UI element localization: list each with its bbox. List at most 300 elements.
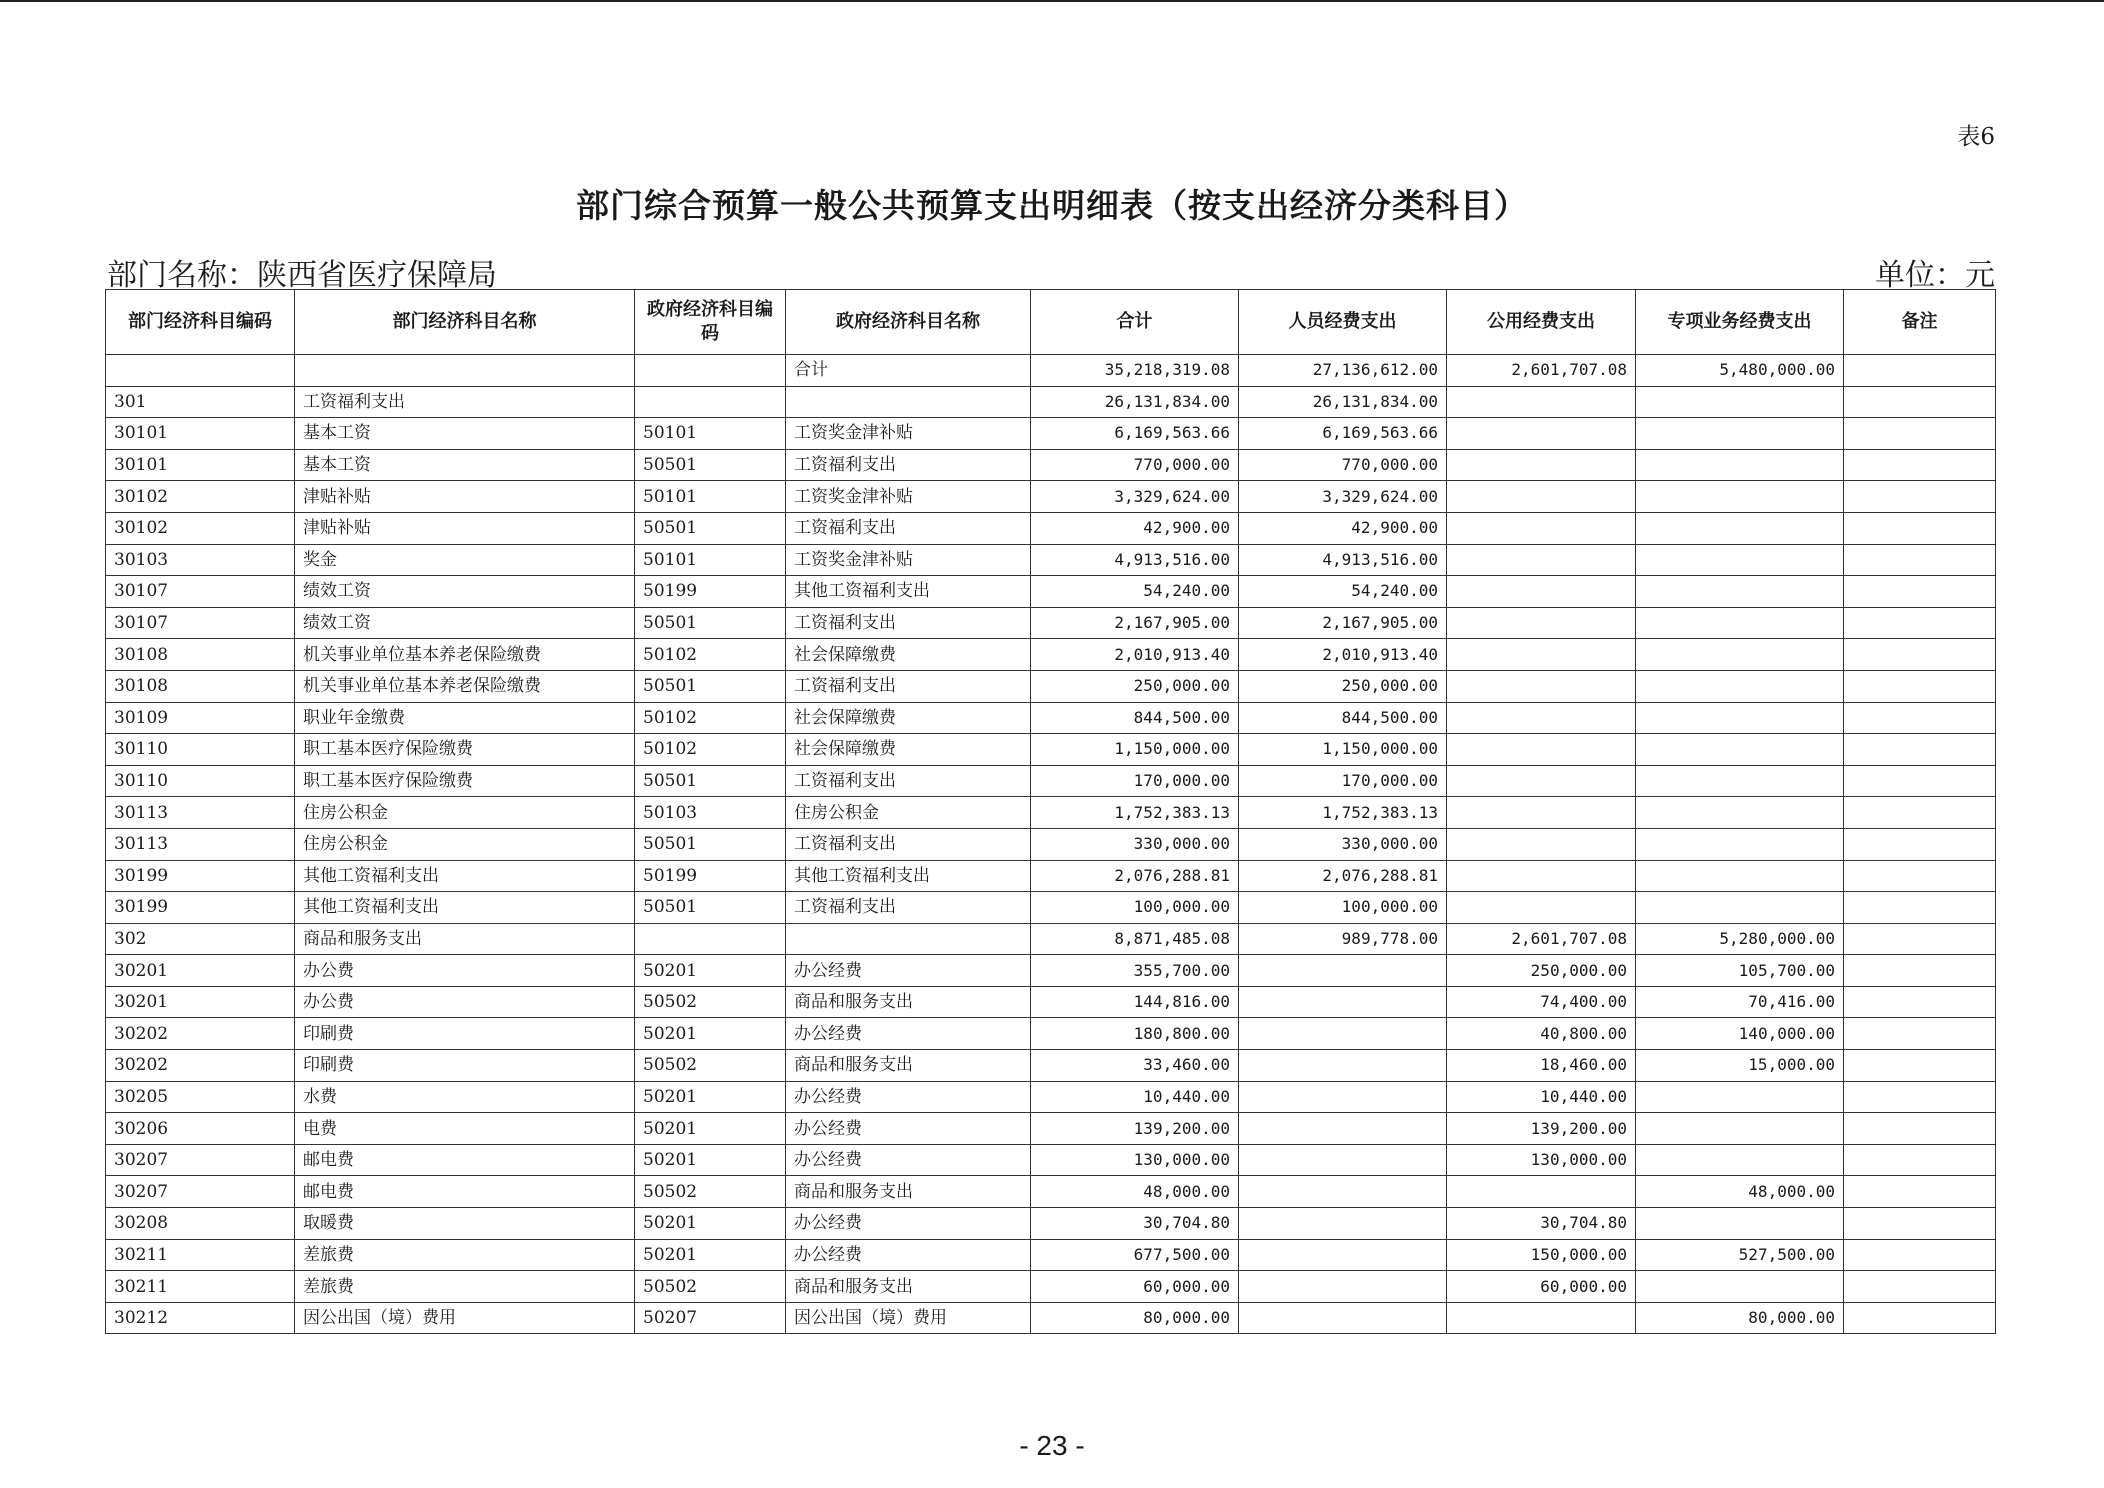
col-special-header: 专项业务经费支出 bbox=[1636, 290, 1844, 355]
dept-code-cell: 30113 bbox=[106, 797, 295, 829]
personnel-cell: 27,136,612.00 bbox=[1239, 355, 1447, 387]
personnel-cell bbox=[1239, 1144, 1447, 1176]
dept-code-cell: 30201 bbox=[106, 986, 295, 1018]
dept-name-cell: 印刷费 bbox=[295, 1050, 635, 1082]
dept-code-cell: 30107 bbox=[106, 576, 295, 608]
gov-name-cell: 社会保障缴费 bbox=[786, 734, 1031, 766]
special-cell bbox=[1636, 702, 1844, 734]
table-number: 表6 bbox=[1957, 124, 1995, 150]
special-cell bbox=[1636, 607, 1844, 639]
dept-name-cell: 因公出国（境）费用 bbox=[295, 1302, 635, 1334]
total-cell: 139,200.00 bbox=[1031, 1113, 1239, 1145]
table-row bbox=[106, 797, 1996, 829]
public-cell: 18,460.00 bbox=[1447, 1050, 1636, 1082]
public-cell bbox=[1447, 481, 1636, 513]
table-row bbox=[106, 1208, 1996, 1240]
special-cell bbox=[1636, 734, 1844, 766]
gov-code-cell: 50201 bbox=[635, 1208, 786, 1240]
special-cell bbox=[1636, 828, 1844, 860]
table-row bbox=[106, 923, 1996, 955]
remark-cell bbox=[1844, 1018, 1996, 1050]
gov-name-cell: 工资福利支出 bbox=[786, 449, 1031, 481]
special-cell bbox=[1636, 481, 1844, 513]
dept-code-cell: 30102 bbox=[106, 481, 295, 513]
gov-name-cell: 办公经费 bbox=[786, 1208, 1031, 1240]
special-cell: 5,480,000.00 bbox=[1636, 355, 1844, 387]
dept-name-cell: 其他工资福利支出 bbox=[295, 860, 635, 892]
gov-name-cell: 办公经费 bbox=[786, 955, 1031, 987]
gov-code-cell: 50201 bbox=[635, 1018, 786, 1050]
total-cell: 8,871,485.08 bbox=[1031, 923, 1239, 955]
total-cell: 33,460.00 bbox=[1031, 1050, 1239, 1082]
personnel-cell bbox=[1239, 1271, 1447, 1303]
dept-name-cell: 绩效工资 bbox=[295, 607, 635, 639]
total-cell: 100,000.00 bbox=[1031, 892, 1239, 924]
dept-name-cell: 绩效工资 bbox=[295, 576, 635, 608]
gov-code-cell: 50501 bbox=[635, 765, 786, 797]
gov-name-cell: 办公经费 bbox=[786, 1239, 1031, 1271]
gov-name-cell: 商品和服务支出 bbox=[786, 1271, 1031, 1303]
total-cell: 130,000.00 bbox=[1031, 1144, 1239, 1176]
remark-cell bbox=[1844, 576, 1996, 608]
dept-name-cell: 住房公积金 bbox=[295, 828, 635, 860]
dept-code-cell: 30211 bbox=[106, 1271, 295, 1303]
public-cell bbox=[1447, 860, 1636, 892]
total-cell: 48,000.00 bbox=[1031, 1176, 1239, 1208]
special-cell bbox=[1636, 1208, 1844, 1240]
gov-name-cell: 住房公积金 bbox=[786, 797, 1031, 829]
col-public-header: 公用经费支出 bbox=[1447, 290, 1636, 355]
col-dept-code-header: 部门经济科目编码 bbox=[106, 290, 295, 355]
dept-code-cell: 30199 bbox=[106, 892, 295, 924]
table-row bbox=[106, 1018, 1996, 1050]
personnel-cell: 3,329,624.00 bbox=[1239, 481, 1447, 513]
table-row bbox=[106, 1239, 1996, 1271]
public-cell: 139,200.00 bbox=[1447, 1113, 1636, 1145]
public-cell bbox=[1447, 734, 1636, 766]
dept-code-cell: 30199 bbox=[106, 860, 295, 892]
special-cell: 70,416.00 bbox=[1636, 986, 1844, 1018]
gov-code-cell: 50501 bbox=[635, 670, 786, 702]
gov-code-cell: 50101 bbox=[635, 418, 786, 450]
total-cell: 844,500.00 bbox=[1031, 702, 1239, 734]
public-cell bbox=[1447, 639, 1636, 671]
personnel-cell: 330,000.00 bbox=[1239, 828, 1447, 860]
special-cell bbox=[1636, 1113, 1844, 1145]
dept-code-cell: 30207 bbox=[106, 1176, 295, 1208]
remark-cell bbox=[1844, 1302, 1996, 1334]
table-row bbox=[106, 765, 1996, 797]
total-cell: 30,704.80 bbox=[1031, 1208, 1239, 1240]
personnel-cell bbox=[1239, 986, 1447, 1018]
public-cell bbox=[1447, 892, 1636, 924]
total-cell: 54,240.00 bbox=[1031, 576, 1239, 608]
remark-cell bbox=[1844, 923, 1996, 955]
gov-code-cell: 50101 bbox=[635, 481, 786, 513]
total-cell: 80,000.00 bbox=[1031, 1302, 1239, 1334]
remark-cell bbox=[1844, 860, 1996, 892]
gov-code-cell: 50501 bbox=[635, 892, 786, 924]
gov-code-cell bbox=[635, 386, 786, 418]
dept-code-cell: 30108 bbox=[106, 670, 295, 702]
public-cell: 2,601,707.08 bbox=[1447, 355, 1636, 387]
gov-code-cell: 50501 bbox=[635, 828, 786, 860]
remark-cell bbox=[1844, 1113, 1996, 1145]
remark-cell bbox=[1844, 1176, 1996, 1208]
public-cell bbox=[1447, 1176, 1636, 1208]
table-row bbox=[106, 418, 1996, 450]
gov-name-cell: 办公经费 bbox=[786, 1018, 1031, 1050]
dept-name-cell: 商品和服务支出 bbox=[295, 923, 635, 955]
table-row bbox=[106, 607, 1996, 639]
gov-name-cell: 其他工资福利支出 bbox=[786, 860, 1031, 892]
gov-code-cell: 50502 bbox=[635, 1271, 786, 1303]
dept-code-cell: 30202 bbox=[106, 1018, 295, 1050]
public-cell: 10,440.00 bbox=[1447, 1081, 1636, 1113]
gov-name-cell: 办公经费 bbox=[786, 1144, 1031, 1176]
remark-cell bbox=[1844, 544, 1996, 576]
page-number: - 23 - bbox=[1019, 1430, 1085, 1461]
dept-name-cell bbox=[295, 355, 635, 387]
special-cell bbox=[1636, 576, 1844, 608]
total-cell: 6,169,563.66 bbox=[1031, 418, 1239, 450]
personnel-cell: 100,000.00 bbox=[1239, 892, 1447, 924]
dept-code-cell: 30109 bbox=[106, 702, 295, 734]
dept-name-cell: 职工基本医疗保险缴费 bbox=[295, 734, 635, 766]
remark-cell bbox=[1844, 734, 1996, 766]
gov-name-cell: 办公经费 bbox=[786, 1113, 1031, 1145]
table-row bbox=[106, 702, 1996, 734]
remark-cell bbox=[1844, 1208, 1996, 1240]
public-cell bbox=[1447, 797, 1636, 829]
dept-code-cell: 30101 bbox=[106, 449, 295, 481]
dept-code-cell: 30110 bbox=[106, 734, 295, 766]
remark-cell bbox=[1844, 955, 1996, 987]
dept-name-cell: 印刷费 bbox=[295, 1018, 635, 1050]
special-cell: 80,000.00 bbox=[1636, 1302, 1844, 1334]
public-cell: 60,000.00 bbox=[1447, 1271, 1636, 1303]
table-row bbox=[106, 544, 1996, 576]
public-cell bbox=[1447, 386, 1636, 418]
gov-name-cell: 工资福利支出 bbox=[786, 607, 1031, 639]
gov-name-cell bbox=[786, 386, 1031, 418]
total-cell: 26,131,834.00 bbox=[1031, 386, 1239, 418]
personnel-cell: 770,000.00 bbox=[1239, 449, 1447, 481]
gov-name-cell: 办公经费 bbox=[786, 1081, 1031, 1113]
remark-cell bbox=[1844, 797, 1996, 829]
remark-cell bbox=[1844, 1050, 1996, 1082]
special-cell bbox=[1636, 670, 1844, 702]
dept-code-cell: 30101 bbox=[106, 418, 295, 450]
dept-name-cell: 邮电费 bbox=[295, 1144, 635, 1176]
gov-name-cell bbox=[786, 923, 1031, 955]
personnel-cell bbox=[1239, 1081, 1447, 1113]
gov-name-cell: 社会保障缴费 bbox=[786, 702, 1031, 734]
public-cell bbox=[1447, 828, 1636, 860]
gov-code-cell: 50199 bbox=[635, 860, 786, 892]
remark-cell bbox=[1844, 639, 1996, 671]
dept-code-cell: 30202 bbox=[106, 1050, 295, 1082]
col-total-header: 合计 bbox=[1031, 290, 1239, 355]
public-cell bbox=[1447, 418, 1636, 450]
gov-name-cell: 因公出国（境）费用 bbox=[786, 1302, 1031, 1334]
personnel-cell: 1,752,383.13 bbox=[1239, 797, 1447, 829]
currency-unit: 单位：元 bbox=[1875, 258, 1995, 293]
special-cell bbox=[1636, 386, 1844, 418]
table-row bbox=[106, 955, 1996, 987]
gov-name-cell: 合计 bbox=[786, 355, 1031, 387]
dept-name-cell: 机关事业单位基本养老保险缴费 bbox=[295, 670, 635, 702]
special-cell bbox=[1636, 418, 1844, 450]
public-cell: 40,800.00 bbox=[1447, 1018, 1636, 1050]
remark-cell bbox=[1844, 1144, 1996, 1176]
dept-code-cell: 30102 bbox=[106, 512, 295, 544]
special-cell: 105,700.00 bbox=[1636, 955, 1844, 987]
personnel-cell bbox=[1239, 1302, 1447, 1334]
special-cell bbox=[1636, 797, 1844, 829]
gov-code-cell: 50502 bbox=[635, 1050, 786, 1082]
total-cell: 4,913,516.00 bbox=[1031, 544, 1239, 576]
gov-name-cell: 工资福利支出 bbox=[786, 828, 1031, 860]
personnel-cell bbox=[1239, 1176, 1447, 1208]
personnel-cell bbox=[1239, 1113, 1447, 1145]
public-cell bbox=[1447, 670, 1636, 702]
remark-cell bbox=[1844, 386, 1996, 418]
gov-code-cell: 50201 bbox=[635, 1144, 786, 1176]
public-cell: 130,000.00 bbox=[1447, 1144, 1636, 1176]
personnel-cell: 1,150,000.00 bbox=[1239, 734, 1447, 766]
special-cell bbox=[1636, 512, 1844, 544]
remark-cell bbox=[1844, 418, 1996, 450]
gov-name-cell: 社会保障缴费 bbox=[786, 639, 1031, 671]
dept-code-cell: 30201 bbox=[106, 955, 295, 987]
gov-code-cell: 50201 bbox=[635, 1239, 786, 1271]
dept-code-cell: 301 bbox=[106, 386, 295, 418]
gov-name-cell: 工资福利支出 bbox=[786, 512, 1031, 544]
dept-name-cell: 办公费 bbox=[295, 986, 635, 1018]
personnel-cell bbox=[1239, 1239, 1447, 1271]
special-cell bbox=[1636, 639, 1844, 671]
public-cell: 30,704.80 bbox=[1447, 1208, 1636, 1240]
dept-code-cell: 30207 bbox=[106, 1144, 295, 1176]
dept-name-cell: 办公费 bbox=[295, 955, 635, 987]
gov-code-cell: 50201 bbox=[635, 1081, 786, 1113]
personnel-cell: 170,000.00 bbox=[1239, 765, 1447, 797]
special-cell: 5,280,000.00 bbox=[1636, 923, 1844, 955]
personnel-cell: 250,000.00 bbox=[1239, 670, 1447, 702]
total-cell: 10,440.00 bbox=[1031, 1081, 1239, 1113]
dept-code-cell: 30107 bbox=[106, 607, 295, 639]
special-cell bbox=[1636, 449, 1844, 481]
dept-name-cell: 奖金 bbox=[295, 544, 635, 576]
col-gov-code-header: 政府经济科目编码 bbox=[635, 290, 786, 355]
gov-name-cell: 工资福利支出 bbox=[786, 765, 1031, 797]
remark-cell bbox=[1844, 355, 1996, 387]
table-row bbox=[106, 639, 1996, 671]
table-row bbox=[106, 1176, 1996, 1208]
table-row bbox=[106, 481, 1996, 513]
remark-cell bbox=[1844, 449, 1996, 481]
gov-code-cell: 50199 bbox=[635, 576, 786, 608]
table-row bbox=[106, 1113, 1996, 1145]
table-row bbox=[106, 986, 1996, 1018]
special-cell bbox=[1636, 1081, 1844, 1113]
personnel-cell: 4,913,516.00 bbox=[1239, 544, 1447, 576]
total-cell: 1,150,000.00 bbox=[1031, 734, 1239, 766]
remark-cell bbox=[1844, 892, 1996, 924]
special-cell: 527,500.00 bbox=[1636, 1239, 1844, 1271]
gov-name-cell: 商品和服务支出 bbox=[786, 1176, 1031, 1208]
gov-code-cell: 50501 bbox=[635, 449, 786, 481]
dept-code-cell: 30103 bbox=[106, 544, 295, 576]
table-row bbox=[106, 670, 1996, 702]
dept-code-cell: 30211 bbox=[106, 1239, 295, 1271]
personnel-cell: 2,167,905.00 bbox=[1239, 607, 1447, 639]
special-cell: 140,000.00 bbox=[1636, 1018, 1844, 1050]
table-header-row bbox=[106, 290, 1996, 355]
dept-name-cell: 职业年金缴费 bbox=[295, 702, 635, 734]
gov-name-cell: 工资福利支出 bbox=[786, 670, 1031, 702]
budget-detail-table bbox=[105, 289, 1996, 1334]
gov-name-cell: 工资奖金津补贴 bbox=[786, 418, 1031, 450]
remark-cell bbox=[1844, 481, 1996, 513]
personnel-cell: 26,131,834.00 bbox=[1239, 386, 1447, 418]
table-row bbox=[106, 860, 1996, 892]
gov-code-cell: 50201 bbox=[635, 1113, 786, 1145]
dept-code-cell: 30110 bbox=[106, 765, 295, 797]
remark-cell bbox=[1844, 512, 1996, 544]
public-cell bbox=[1447, 607, 1636, 639]
public-cell bbox=[1447, 1302, 1636, 1334]
gov-code-cell: 50101 bbox=[635, 544, 786, 576]
special-cell bbox=[1636, 765, 1844, 797]
gov-name-cell: 商品和服务支出 bbox=[786, 986, 1031, 1018]
total-cell: 2,167,905.00 bbox=[1031, 607, 1239, 639]
dept-name-cell: 基本工资 bbox=[295, 418, 635, 450]
gov-code-cell: 50501 bbox=[635, 607, 786, 639]
total-cell: 144,816.00 bbox=[1031, 986, 1239, 1018]
public-cell bbox=[1447, 449, 1636, 481]
dept-name-cell: 差旅费 bbox=[295, 1239, 635, 1271]
public-cell bbox=[1447, 702, 1636, 734]
gov-code-cell: 50201 bbox=[635, 955, 786, 987]
dept-name-cell: 其他工资福利支出 bbox=[295, 892, 635, 924]
personnel-cell: 844,500.00 bbox=[1239, 702, 1447, 734]
public-cell: 2,601,707.08 bbox=[1447, 923, 1636, 955]
gov-code-cell: 50207 bbox=[635, 1302, 786, 1334]
table-row bbox=[106, 892, 1996, 924]
total-cell: 2,076,288.81 bbox=[1031, 860, 1239, 892]
public-cell: 250,000.00 bbox=[1447, 955, 1636, 987]
total-cell: 677,500.00 bbox=[1031, 1239, 1239, 1271]
remark-cell bbox=[1844, 702, 1996, 734]
dept-name-cell: 差旅费 bbox=[295, 1271, 635, 1303]
gov-code-cell: 50102 bbox=[635, 734, 786, 766]
special-cell bbox=[1636, 1144, 1844, 1176]
dept-code-cell: 30205 bbox=[106, 1081, 295, 1113]
table-row bbox=[106, 355, 1996, 387]
total-cell: 770,000.00 bbox=[1031, 449, 1239, 481]
gov-name-cell: 商品和服务支出 bbox=[786, 1050, 1031, 1082]
gov-code-cell: 50102 bbox=[635, 639, 786, 671]
personnel-cell: 2,076,288.81 bbox=[1239, 860, 1447, 892]
dept-code-cell: 30212 bbox=[106, 1302, 295, 1334]
gov-code-cell bbox=[635, 923, 786, 955]
gov-name-cell: 工资福利支出 bbox=[786, 892, 1031, 924]
dept-name-cell: 工资福利支出 bbox=[295, 386, 635, 418]
total-cell: 42,900.00 bbox=[1031, 512, 1239, 544]
dept-name-cell: 机关事业单位基本养老保险缴费 bbox=[295, 639, 635, 671]
gov-name-cell: 工资奖金津补贴 bbox=[786, 481, 1031, 513]
total-cell: 355,700.00 bbox=[1031, 955, 1239, 987]
top-border-line bbox=[0, 0, 2104, 2]
dept-name-cell: 基本工资 bbox=[295, 449, 635, 481]
remark-cell bbox=[1844, 1271, 1996, 1303]
col-remark-header: 备注 bbox=[1844, 290, 1996, 355]
personnel-cell: 989,778.00 bbox=[1239, 923, 1447, 955]
gov-code-cell bbox=[635, 355, 786, 387]
remark-cell bbox=[1844, 607, 1996, 639]
special-cell bbox=[1636, 544, 1844, 576]
public-cell bbox=[1447, 765, 1636, 797]
special-cell bbox=[1636, 860, 1844, 892]
col-gov-name-header: 政府经济科目名称 bbox=[786, 290, 1031, 355]
dept-name-cell: 电费 bbox=[295, 1113, 635, 1145]
total-cell: 35,218,319.08 bbox=[1031, 355, 1239, 387]
table-row bbox=[106, 386, 1996, 418]
table-row bbox=[106, 1271, 1996, 1303]
total-cell: 2,010,913.40 bbox=[1031, 639, 1239, 671]
total-cell: 1,752,383.13 bbox=[1031, 797, 1239, 829]
gov-name-cell: 工资奖金津补贴 bbox=[786, 544, 1031, 576]
table-row bbox=[106, 449, 1996, 481]
remark-cell bbox=[1844, 1081, 1996, 1113]
remark-cell bbox=[1844, 1239, 1996, 1271]
gov-name-cell: 其他工资福利支出 bbox=[786, 576, 1031, 608]
dept-code-cell bbox=[106, 355, 295, 387]
dept-name-cell: 邮电费 bbox=[295, 1176, 635, 1208]
department-name: 部门名称：陕西省医疗保障局 bbox=[107, 258, 497, 293]
dept-name-cell: 取暖费 bbox=[295, 1208, 635, 1240]
gov-code-cell: 50502 bbox=[635, 986, 786, 1018]
table-row bbox=[106, 1302, 1996, 1334]
personnel-cell bbox=[1239, 1050, 1447, 1082]
special-cell bbox=[1636, 1271, 1844, 1303]
table-row bbox=[106, 734, 1996, 766]
col-personnel-header: 人员经费支出 bbox=[1239, 290, 1447, 355]
special-cell: 15,000.00 bbox=[1636, 1050, 1844, 1082]
total-cell: 180,800.00 bbox=[1031, 1018, 1239, 1050]
dept-name-cell: 住房公积金 bbox=[295, 797, 635, 829]
special-cell bbox=[1636, 892, 1844, 924]
dept-name-cell: 职工基本医疗保险缴费 bbox=[295, 765, 635, 797]
total-cell: 3,329,624.00 bbox=[1031, 481, 1239, 513]
personnel-cell bbox=[1239, 1208, 1447, 1240]
total-cell: 60,000.00 bbox=[1031, 1271, 1239, 1303]
personnel-cell bbox=[1239, 955, 1447, 987]
total-cell: 170,000.00 bbox=[1031, 765, 1239, 797]
table-row bbox=[106, 1144, 1996, 1176]
public-cell bbox=[1447, 512, 1636, 544]
dept-code-cell: 30208 bbox=[106, 1208, 295, 1240]
remark-cell bbox=[1844, 670, 1996, 702]
total-cell: 330,000.00 bbox=[1031, 828, 1239, 860]
remark-cell bbox=[1844, 765, 1996, 797]
page-title: 部门综合预算一般公共预算支出明细表（按支出经济分类科目） bbox=[576, 186, 1528, 225]
gov-code-cell: 50102 bbox=[635, 702, 786, 734]
personnel-cell: 42,900.00 bbox=[1239, 512, 1447, 544]
personnel-cell: 2,010,913.40 bbox=[1239, 639, 1447, 671]
